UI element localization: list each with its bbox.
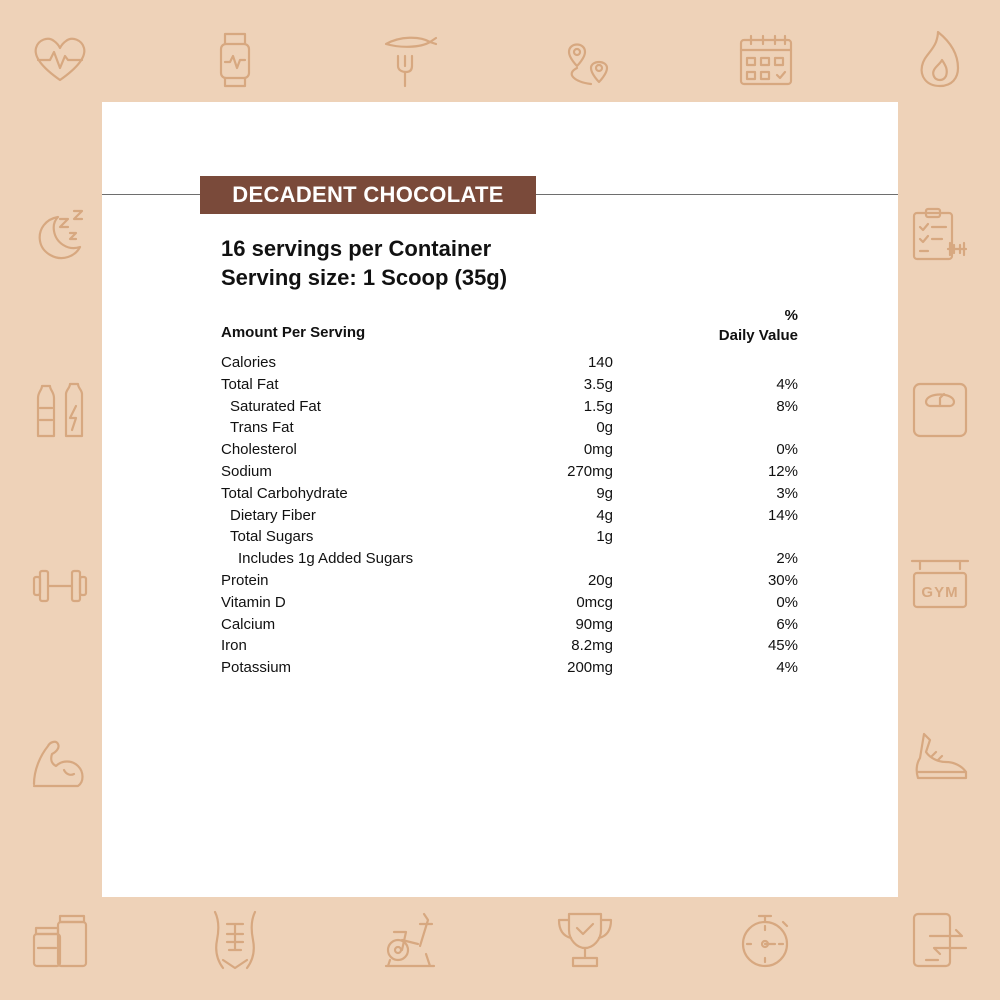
nutrient-name: Total Fat — [221, 375, 279, 393]
nutrient-daily-value: 12% — [767, 462, 798, 480]
nutrient-amount: 20g — [587, 571, 613, 589]
servings-per-container: 16 servings per Container — [221, 236, 492, 261]
nutrient-name: Iron — [221, 637, 247, 655]
nutrient-amount: 1.5g — [583, 397, 613, 415]
nutrient-name: Total Sugars — [230, 528, 314, 546]
nutrient-name: Calories — [221, 354, 277, 371]
supplement-jars-icon — [30, 910, 90, 970]
nutrient-row — [221, 570, 801, 592]
nutrient-amount: 140 — [587, 354, 613, 371]
nutrient-daily-value: 8% — [776, 397, 798, 415]
nutrient-name: Protein — [221, 571, 269, 589]
nutrient-name: Dietary Fiber — [230, 506, 316, 524]
nutrient-row — [221, 396, 801, 418]
nutrient-name: Sodium — [221, 462, 272, 480]
amount-per-serving-header: Amount Per Serving — [221, 324, 366, 341]
nutrient-amount: 9g — [596, 484, 613, 502]
nutrient-name: Cholesterol — [221, 441, 297, 459]
nutrient-row — [221, 548, 801, 570]
water-bottles-icon — [30, 380, 90, 440]
nutrient-daily-value: 0% — [776, 593, 798, 611]
nutrient-daily-value: 4% — [776, 659, 798, 677]
nutrient-name: Potassium — [221, 659, 292, 677]
trophy-icon — [555, 910, 615, 970]
abs-torso-icon — [205, 910, 265, 970]
nutrient-row — [221, 592, 801, 614]
gym-sign-text: GYM — [921, 584, 959, 601]
nutrient-row — [221, 635, 801, 657]
smartwatch-icon — [205, 30, 265, 90]
nutrient-daily-value: 45% — [767, 637, 798, 655]
route-pin-icon — [555, 30, 615, 90]
stopwatch-icon — [735, 910, 795, 970]
nutrient-name: Trans Fat — [230, 419, 294, 437]
nutrient-row — [221, 374, 801, 396]
daily-value-label: Daily Value — [718, 327, 798, 344]
nutrient-row — [221, 614, 801, 636]
nutrient-name: Vitamin D — [221, 593, 286, 611]
nutrient-row — [221, 352, 801, 374]
workout-plan-icon — [910, 205, 970, 265]
scale-icon — [910, 380, 970, 440]
nutrient-amount: 90mg — [575, 615, 613, 633]
sleep-moon-icon — [30, 205, 90, 265]
nutrient-amount: 4g — [596, 506, 613, 524]
running-shoe-icon — [910, 730, 970, 790]
nutrition-panel — [102, 102, 898, 897]
flame-icon — [910, 30, 970, 90]
nutrient-daily-value: 4% — [776, 375, 798, 393]
nutrient-amount: 1g — [596, 528, 613, 546]
nutrient-name: Total Carbohydrate — [221, 484, 348, 502]
nutrient-row — [221, 526, 801, 548]
nutrient-row — [221, 461, 801, 483]
nutrient-row — [221, 483, 801, 505]
nutrient-amount: 0mg — [583, 441, 613, 459]
nutrient-amount: 0g — [596, 419, 613, 437]
calendar-icon — [735, 30, 795, 90]
exercise-bike-icon — [380, 910, 440, 970]
flexed-arm-icon — [30, 730, 90, 790]
phone-sync-icon — [910, 910, 970, 970]
nutrient-daily-value: 6% — [776, 615, 798, 633]
nutrient-table — [221, 352, 801, 679]
daily-value-header — [698, 306, 798, 346]
nutrient-amount: 3.5g — [583, 375, 613, 393]
nutrient-amount: 270mg — [567, 462, 613, 480]
carrot-fork-icon — [380, 30, 440, 90]
gym-sign-icon — [910, 555, 970, 615]
nutrient-daily-value: 14% — [767, 506, 798, 524]
nutrient-amount: 0mcg — [576, 593, 613, 611]
nutrient-row — [221, 417, 801, 439]
heart-pulse-icon — [30, 30, 90, 90]
nutrient-row — [221, 439, 801, 461]
nutrient-name: Saturated Fat — [230, 397, 321, 415]
nutrient-daily-value: 30% — [767, 571, 798, 589]
nutrient-name: Includes 1g Added Sugars — [238, 550, 414, 568]
nutrient-daily-value: 3% — [776, 484, 798, 502]
nutrient-daily-value: 0% — [776, 441, 798, 459]
nutrient-amount: 200mg — [567, 659, 613, 677]
serving-size: Serving size: 1 Scoop (35g) — [221, 265, 508, 290]
nutrient-row — [221, 505, 801, 527]
serving-info — [221, 234, 507, 292]
nutrient-daily-value: 2% — [776, 550, 798, 568]
nutrient-row — [221, 657, 801, 679]
daily-value-percent-symbol: % — [784, 307, 798, 324]
dumbbell-icon — [30, 555, 90, 615]
nutrient-name: Calcium — [221, 615, 276, 633]
nutrient-amount: 8.2mg — [571, 637, 613, 655]
flavor-badge: DECADENT CHOCOLATE — [200, 176, 536, 214]
